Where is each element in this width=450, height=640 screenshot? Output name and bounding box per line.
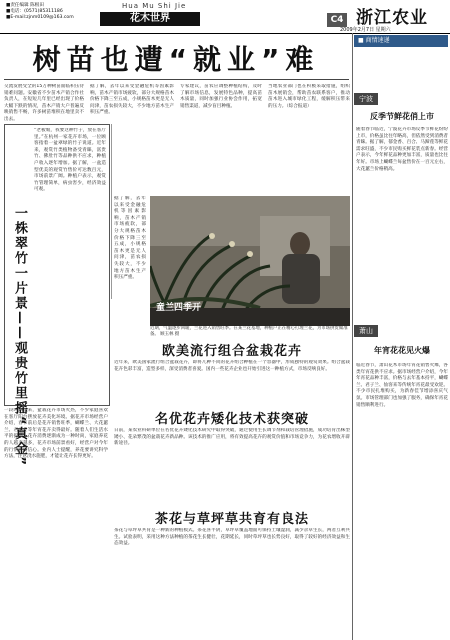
xiaoshan-news-body: 临近春节，萧山花木市场年宵花销售火爆，各类年宵花供不应求。据市场经营户介绍，今年年宵花品种丰富，价格与去年基本持平，蝴蝶兰、君子兰、仙客来等传统年宵花最受欢迎。不少市民扎堆购买，为新春佳节增添喜庆气氛。市场管理部门也加强了服务，确保年宵花销售顺利进行。 <box>356 363 448 408</box>
ningbo-news-title: 反季节鲜花俏上市 <box>370 112 434 121</box>
photo-caption: 近期，气温逐步回暖，兰花进入销售旺季。在某兰花基地，种植户正在精心打理兰花，为市场供货做准备。 顾玉林 摄 <box>150 326 348 337</box>
side-article-text: 据了解，去年以来受金融危机等因素影响，苗木产销市场疲软，部分大规格苗木价格下降三至五成，小规格苗木更是无人问津，苗农损失较大，不少地方苗木生产积压严重。 <box>114 196 146 281</box>
article-combo-pot-flowers: 近年来，欧美国家流行组合盆栽花卉，即将几种不同的花卉组合种植在一个容器中，形成独特的观赏效果。组合盆栽花卉色彩丰富，造型多样，深受消费者喜爱。国内一些花卉企业也开始引进这一种植方式，市场反响良好。 <box>114 360 350 372</box>
region-tag-xiaoshan: 萧山 <box>354 325 378 337</box>
section-pinyin: Hua Mu Shi Jie <box>122 2 187 10</box>
region-tag-ningbo: 宁波 <box>354 93 378 105</box>
main-headline: 树苗也遭“就业”难 <box>32 43 320 76</box>
page-number: C4 <box>327 13 347 27</box>
photo-overlay-title: 童兰四季开 <box>156 303 202 313</box>
phone-line: ■电话：(0571)85311186 <box>6 9 63 14</box>
section-title: 花木世界 <box>100 12 200 26</box>
editor-info <box>6 3 106 21</box>
subhead-combo-pot-flowers: 欧美流行组合盆栽花卉 <box>161 344 302 359</box>
orchid-photo <box>150 196 350 326</box>
article-camellia-lawn: 茶花与草坪草共育是一种新的种植模式。茶花喜半阴，草坪草覆盖地面可保持土壤湿润，减少杂草生长，两者互利共生。试验表明，采用这种方法种植的茶花生长健壮，花期延长，同时草坪草也长势良好，取得了较好的经济效益和生态效益。 <box>114 528 350 547</box>
editor-line: ■责任编辑 陈根田 <box>6 3 44 8</box>
newspaper-masthead: 浙江农业 <box>356 8 428 28</box>
article-col-3: 专家建议，苗农应调整种植结构，及时了解市场信息，发展特色品种，提高苗木质量，同时加强行业协会作用，拓宽销售渠道，减少盲目种植。 <box>180 84 262 109</box>
right-news-column <box>354 33 450 640</box>
column-divider <box>111 124 112 299</box>
headline-divider <box>4 79 349 80</box>
article-col-1: 交流发展受全的15万种树苗面临积压待销难问题。安徽省不少苗木产销合作社负责人，在短短几年里已经出现了价格大幅下跌的情况，苗木产销大户普遍反映销售不畅，许多树苗堆积在地里卖不出去。 <box>4 84 84 122</box>
dateline: 2009年2月7日 星期六 <box>340 27 391 33</box>
article-dwarfing-technique: 日前，某农业科研单位在名优花卉矮化技术研究中取得突破，通过使用生长调节剂和栽培管理措施，成功培育出株型矮小、花朵繁茂的盆栽花卉新品种。该技术的推广应用，将有效提高花卉的观赏价值和市场竞争力，为花农增收开辟新途径。 <box>114 428 350 447</box>
ningbo-news-body: 随着春节临近，宁波花卉市场反季节鲜花纷纷上市，价格虽比往年略高，但依然受到消费者青睐。据了解，郁金香、百合、马蹄莲等鲜花需求旺盛，不少市民购买鲜花装点新春。经营户表示，今年鲜花品种更加丰富，质量也比往年好。市场上蝴蝶兰每盆售价在一百元左右，大花蕙兰价格稍高。 <box>356 127 448 172</box>
subhead-camellia-lawn: 茶花与草坪草共育有良法 <box>154 512 309 527</box>
market-news-header: ■ 商情速递 <box>354 35 448 47</box>
article-col-2: 据了解，去年以来受金融危机等因素影响，苗木产销市场疲软，部分大规格苗木价格下降三至五成，小规格苗木更是无人问津，苗农损失较大，不少地方苗木生产积压严重。 <box>90 84 174 116</box>
email-line: ■E-mail:zjnm0109@163.com <box>6 15 74 20</box>
xiaoshan-news-title: 年宵花花见火爆 <box>374 346 430 355</box>
feature-title: 一株翠竹一片景——观贵竹里摇“真金” <box>12 206 27 468</box>
left-column-article: 一段时期以来，盆栽花卉市场火热，不少家庭喜欢在客厅阳台摆放花卉美化环境。据花卉市场经营户介绍，春节前后是花卉销售旺季，蝴蝶兰、大花蕙兰、君子兰等年宵花卉卖得最好。随着人们生活水平的提高，花卉消费逐渐成为一种时尚，家庭养花的人越来越多，花卉市场前景看好，经营户对今年的行情充满信心。业内人士提醒，养花要讲究科学方法，注意浇水施肥，才能让花卉长得更好。 <box>4 408 108 460</box>
subhead-dwarfing-technique: 名优花卉矮化技术获突破 <box>154 412 309 427</box>
feature-text: “老板娘，我要这种竹子，放在客厅里。”在杭州一家花卉市场，一位顾客指着一盆翠绿的竹子说道。近年来，观赏竹类植物备受青睐，富贵竹、佛肚竹等品种供不应求，种植户收入逐年增加。据了解，一盆造型优美的观赏竹售价可达数百元，市场前景广阔。种植户表示，观赏竹管理简单，病虫害少，经济效益可观。 <box>34 128 106 193</box>
right-column-divider <box>352 33 353 640</box>
article-col-4: 当地农业部门也在积极采取措施，组织苗木展销会，帮助苗农联系客户，推动苗木进入城市绿化工程，缓解积压带来的压力。（综合报道） <box>268 84 350 109</box>
